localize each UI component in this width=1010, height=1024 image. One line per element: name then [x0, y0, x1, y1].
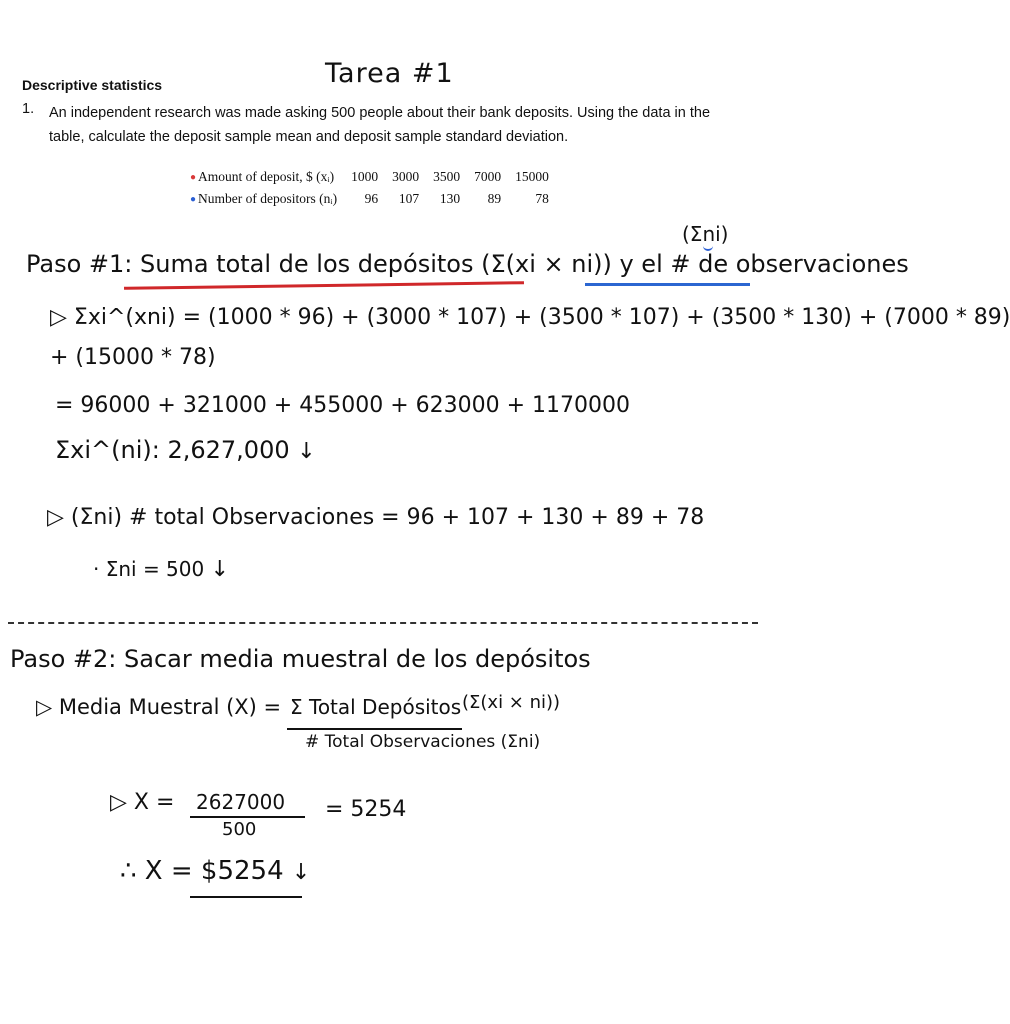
table-cell: 96	[364, 191, 379, 206]
table-cell: 107	[398, 191, 420, 206]
sum-result-text: Σxi^(ni): 2,627,000	[55, 436, 290, 464]
table-row	[190, 188, 549, 210]
media-muestral-label: ▷ Media Muestral (X) =	[36, 695, 282, 719]
x-numerator: 2627000	[196, 790, 286, 814]
paso1-heading: Paso #1: Suma total de los depósitos (Σ(xi × ni)) y el # de observaciones	[26, 250, 909, 278]
sum-result	[55, 436, 316, 464]
fraction-side-note: (Σ(xi × ni))	[462, 692, 561, 713]
sigma-ni-note: (Σni)	[682, 222, 729, 246]
table-cell: 1000	[351, 169, 379, 184]
fraction-bar	[287, 728, 462, 730]
row-label	[190, 166, 337, 188]
blue-bullet-icon: ●	[190, 194, 197, 206]
observations-result	[93, 557, 229, 582]
table-cell: 78	[535, 191, 549, 206]
x-denominator: 500	[222, 819, 257, 840]
check-mark-icon: ↓	[297, 439, 316, 464]
red-underline	[124, 281, 524, 290]
observations-result-text: · Σni = 500	[93, 557, 205, 581]
x-fraction-bar	[190, 816, 305, 818]
observations-equation: ▷ (Σni) # total Observaciones = 96 + 107 + 130 + 89 + 78	[47, 505, 705, 530]
table-cell: 3500	[433, 169, 461, 184]
sum-equation-line3: = 96000 + 321000 + 455000 + 623000 + 1170000	[55, 393, 631, 418]
question-text: An independent research was made asking 500 people about their bank deposits. Using the data in the table, calculate the deposit sample mean and deposit sample standard deviation.	[49, 105, 711, 145]
table-cell: 15000	[515, 169, 549, 184]
fraction-numerator: Σ Total Depósitos	[290, 695, 462, 719]
table-row	[190, 166, 549, 188]
row-label-text: Amount of deposit, $ (xᵢ)	[198, 169, 335, 184]
dashed-divider	[8, 622, 758, 624]
paso2-heading: Paso #2: Sacar media muestral de los depósitos	[10, 645, 591, 673]
final-answer-text: ∴ X = $5254	[120, 856, 284, 886]
blue-underline	[585, 283, 750, 286]
red-bullet-icon: ●	[190, 172, 197, 184]
final-answer	[120, 856, 310, 886]
x-equation-label: ▷ X =	[110, 790, 175, 815]
table-cell: 3000	[392, 169, 420, 184]
table-cell: 7000	[474, 169, 502, 184]
check-mark-icon: ↓	[210, 557, 230, 582]
sum-equation-line2: + (15000 * 78)	[50, 345, 216, 370]
table-cell: 89	[487, 191, 502, 206]
handwritten-title: Tarea #1	[325, 58, 454, 89]
question-number: 1.	[22, 101, 35, 117]
fraction-denominator: # Total Observaciones (Σni)	[305, 732, 541, 752]
x-result: = 5254	[325, 797, 407, 822]
row-label	[190, 188, 337, 210]
check-mark-icon: ↓	[291, 860, 311, 885]
section-title: Descriptive statistics	[22, 77, 163, 93]
sum-equation-line1: ▷ Σxi^(xni) = (1000 * 96) + (3000 * 107) + (3500 * 107) + (3500 * 130) + (7000 * 89)	[50, 305, 1010, 330]
deposit-table	[190, 166, 549, 210]
final-underline	[190, 896, 302, 898]
row-label-text: Number of depositors (nᵢ)	[198, 191, 338, 206]
table-cell: 130	[439, 191, 461, 206]
